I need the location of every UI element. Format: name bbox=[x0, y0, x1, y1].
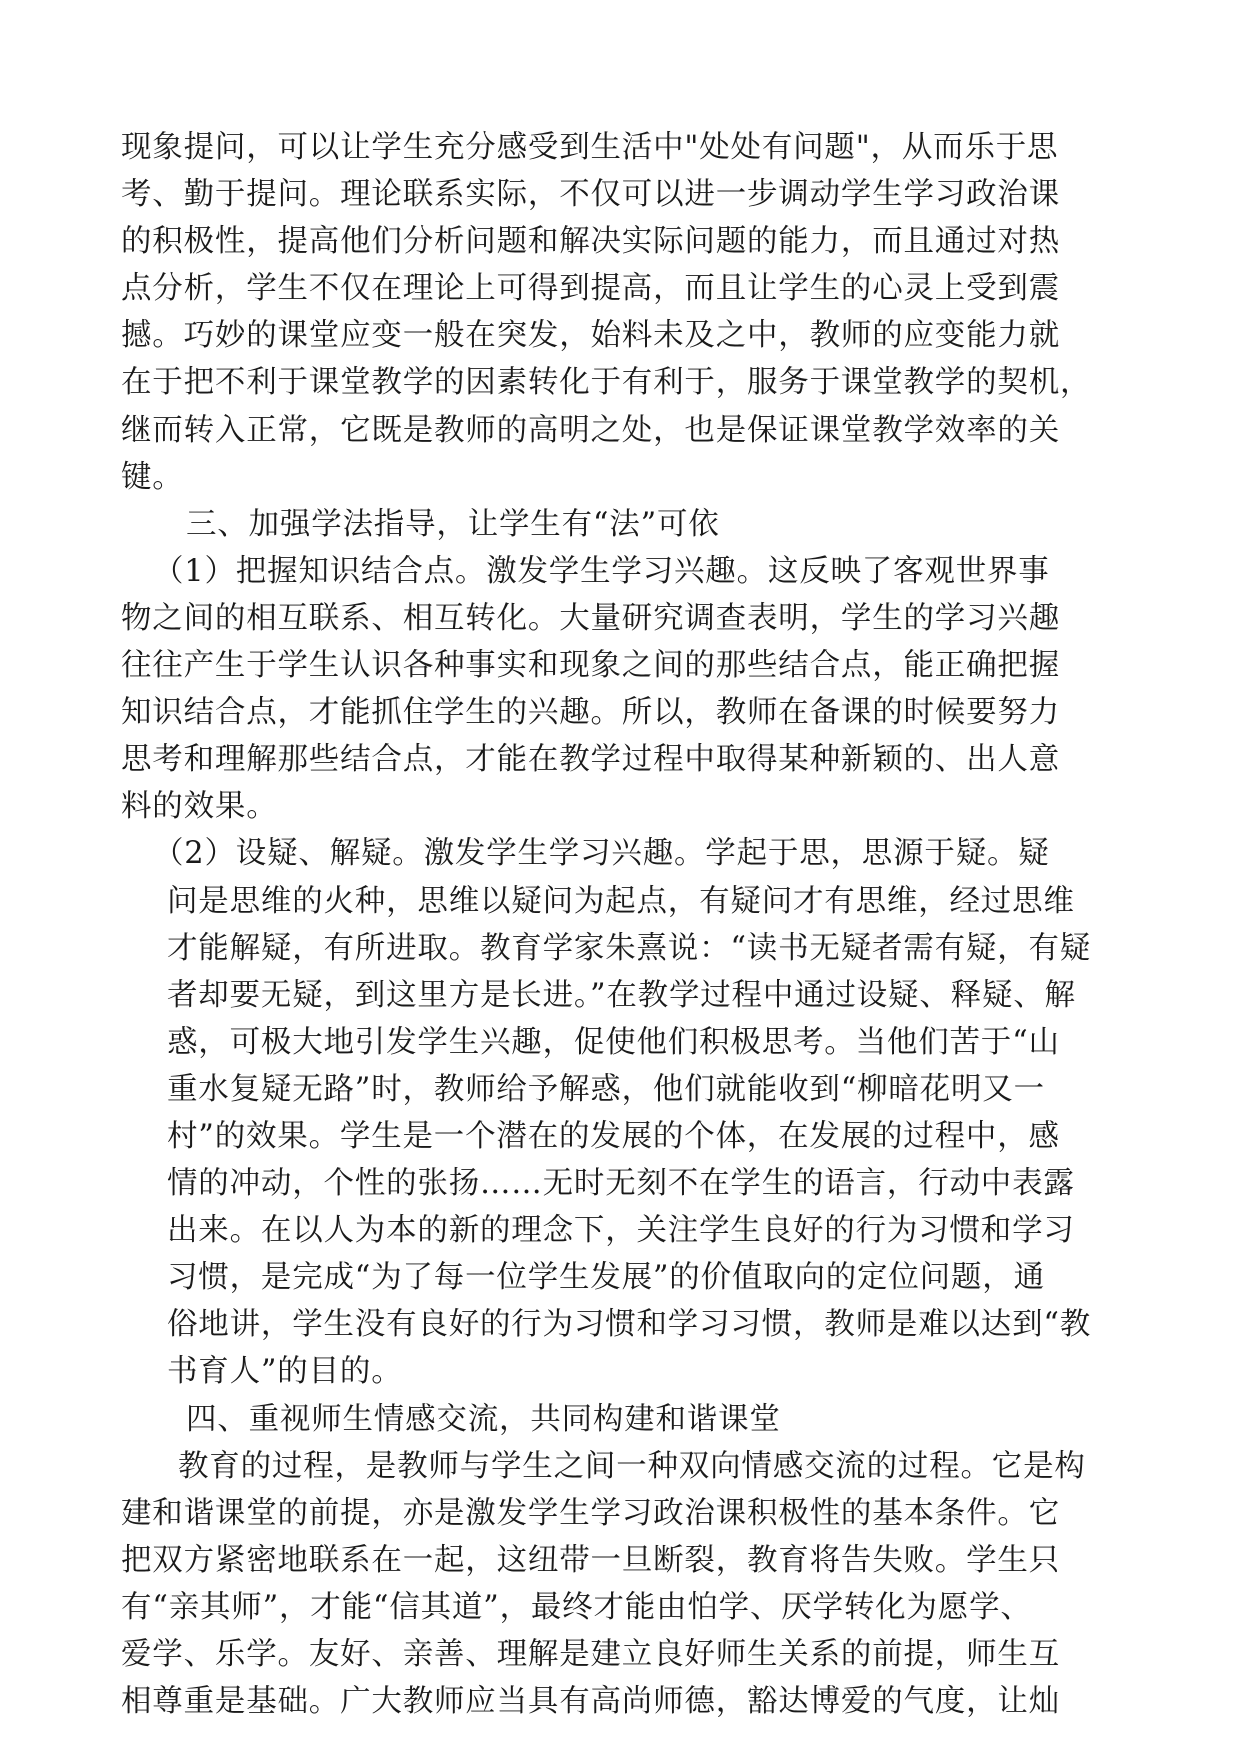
text-line: 建和谐课堂的前提，亦是激发学生学习政治课积极性的基本条件。它 bbox=[121, 1495, 1060, 1531]
section-heading: 三、加强学法指导，让学生有“法”可依 bbox=[186, 506, 720, 542]
text-line: 把双方紧密地联系在一起，这纽带一旦断裂，教育将告失败。学生只 bbox=[121, 1542, 1060, 1578]
text-line: 出来。在以人为本的新的理念下，关注学生良好的行为习惯和学习 bbox=[167, 1213, 1075, 1249]
text-line: 相尊重是基础。广大教师应当具有高尚师德，豁达博爱的气度，让灿 bbox=[121, 1684, 1060, 1720]
text-line: 往往产生于学生认识各种事实和现象之间的那些结合点，能正确把握 bbox=[121, 648, 1060, 684]
text-line: 的积极性，提高他们分析问题和解决实际问题的能力，而且通过对热 bbox=[121, 224, 1060, 260]
text-line: 问是思维的火种，思维以疑问为起点，有疑问才有思维，经过思维 bbox=[167, 883, 1075, 919]
text-line: （2）设疑、解疑。激发学生学习兴趣。学起于思，思源于疑。疑 bbox=[153, 836, 1050, 872]
text-line: 物之间的相互联系、相互转化。大量研究调查表明，学生的学习兴趣 bbox=[121, 600, 1060, 636]
text-line: 书育人”的目的。 bbox=[167, 1354, 403, 1390]
text-line: 才能解疑，有所进取。教育学家朱熹说：“读书无疑者需有疑，有疑 bbox=[167, 930, 1092, 966]
text-line: （1）把握知识结合点。激发学生学习兴趣。这反映了客观世界事 bbox=[153, 553, 1050, 589]
text-line: 教育的过程，是教师与学生之间一种双向情感交流的过程。它是构 bbox=[178, 1448, 1086, 1484]
text-line: 撼。巧妙的课堂应变一般在突发，始料未及之中，教师的应变能力就 bbox=[121, 318, 1060, 354]
text-line: 考、勤于提问。理论联系实际，不仅可以进一步调动学生学习政治课 bbox=[121, 177, 1060, 213]
text-line: 点分析，学生不仅在理论上可得到提高，而且让学生的心灵上受到震 bbox=[121, 271, 1060, 307]
text-line: 习惯，是完成“为了每一位学生发展”的价值取向的定位问题，通 bbox=[167, 1260, 1045, 1296]
text-line: 村”的效果。学生是一个潜在的发展的个体，在发展的过程中，感 bbox=[167, 1118, 1060, 1154]
text-line: 现象提问，可以让学生充分感受到生活中"处处有问题"，从而乐于思 bbox=[121, 130, 1059, 165]
text-line: 惑，可极大地引发学生兴趣，促使他们积极思考。当他们苦于“山 bbox=[167, 1024, 1060, 1060]
section-heading: 四、重视师生情感交流，共同构建和谐课堂 bbox=[186, 1401, 781, 1437]
text-line: 重水复疑无路”时，教师给予解惑，他们就能收到“柳暗花明又一 bbox=[167, 1071, 1045, 1107]
text-line: 键。 bbox=[121, 459, 184, 495]
text-line: 在于把不利于课堂教学的因素转化于有利于，服务于课堂教学的契机， bbox=[121, 365, 1092, 401]
text-line: 爱学、乐学。友好、亲善、理解是建立良好师生关系的前提，师生互 bbox=[121, 1637, 1060, 1672]
text-line: 知识结合点，才能抓住学生的兴趣。所以，教师在备课的时候要努力 bbox=[121, 695, 1060, 731]
document-body bbox=[0, 124, 1241, 1725]
text-line: 有“亲其师”，才能“信其道”，最终才能由怕学、厌学转化为愿学、 bbox=[121, 1589, 1032, 1625]
text-line: 情的冲动，个性的张扬……无时无刻不在学生的语言，行动中表露 bbox=[167, 1166, 1075, 1202]
text-line: 继而转入正常，它既是教师的高明之处，也是保证课堂教学效率的关 bbox=[121, 412, 1060, 448]
text-line: 料的效果。 bbox=[121, 789, 278, 825]
text-line: 思考和理解那些结合点，才能在教学过程中取得某种新颖的、出人意 bbox=[121, 742, 1060, 778]
text-line: 者却要无疑，到这里方是长进。”在教学过程中通过设疑、释疑、解 bbox=[167, 977, 1076, 1013]
text-line: 俗地讲，学生没有良好的行为习惯和学习习惯，教师是难以达到“教 bbox=[167, 1307, 1092, 1343]
